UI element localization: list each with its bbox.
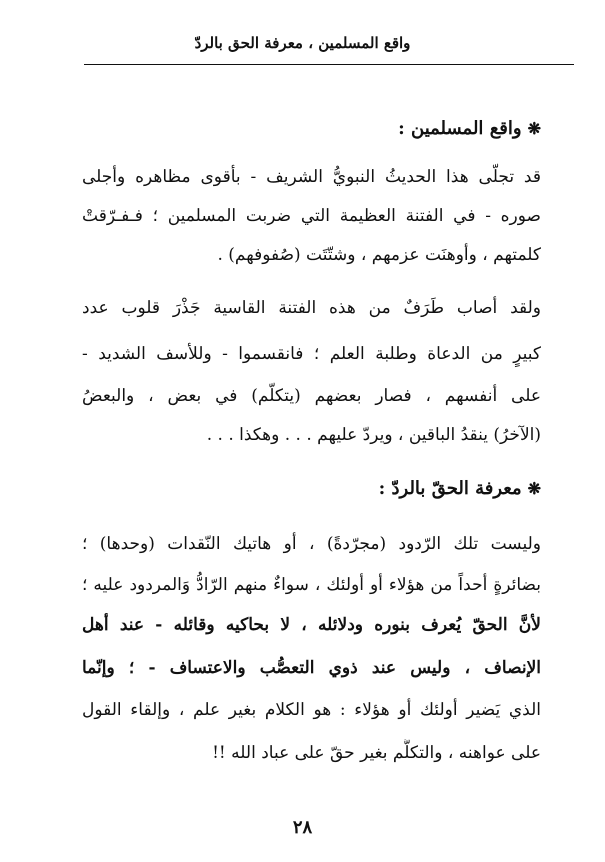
text-line: صوره - في الفتنة العظيمة التي ضربت المسلمين ؛ فـفـرّقتْ	[82, 206, 541, 226]
text-line: لأنَّ الحقّ يُعرف بنوره ودلائله ، لا بحاكيه وقائله - عند أهل	[82, 615, 541, 635]
text-line: الذي يَضير أولئك أو هؤلاء : هو الكلام بغير علم ، وإلقاء القول	[82, 700, 541, 720]
section-heading-knowing-truth	[379, 478, 541, 499]
section-heading-text: واقع المسلمين :	[398, 118, 522, 139]
text-line: على أنفسهم ، فصار بعضهم (يتكلّم) في بعض ، والبعضُ	[82, 386, 541, 406]
header-rule	[84, 64, 574, 65]
text-line: على عواهنه ، والتكلُّم بغير حقّ على عباد الله !!	[212, 743, 541, 763]
section-heading-reality	[398, 118, 541, 139]
text-line: وليست تلك الرّدود (مجرّدةً) ، أو هاتيك النّقدات (وحدها) ؛	[82, 534, 541, 554]
page-number: ٢٨	[292, 817, 313, 838]
running-header: واقع المسلمين ، معرفة الحق بالردّ	[194, 34, 411, 52]
text-line: كلمتهم ، وأوهنَت عزمهم ، وشتّتَت (صُفوفهم) .	[217, 245, 541, 265]
text-line: الإنصاف ، وليس عند ذوي التعصُّب والاعتساف - ؛ وإنّما	[82, 658, 541, 678]
text-line: بضائرةٍ أحداً من هؤلاء أو أولئك ، سواءٌ منهم الرّادُّ وَالمردود عليه ؛	[82, 575, 541, 595]
section-heading-text: معرفة الحقّ بالردّ :	[378, 478, 522, 499]
text-line: (الآخرُ) ينقدُ الباقين ، ويردّ عليهم . . . وهكذا . . .	[206, 425, 541, 445]
text-line: قد تجلّى هذا الحديثُ النبويُّ الشريف - بأقوى مظاهره وأجلى	[82, 167, 541, 187]
asterism-icon: ❋	[527, 479, 541, 498]
text-line: ولقد أصاب طَرَفٌ من هذه الفتنة القاسية جَذْرَ قلوب عدد	[82, 298, 541, 318]
asterism-icon: ❋	[527, 119, 541, 138]
text-line: كبيرٍ من الدعاة وطلبة العلم ؛ فانقسموا - وللأسف الشديد -	[82, 344, 541, 364]
